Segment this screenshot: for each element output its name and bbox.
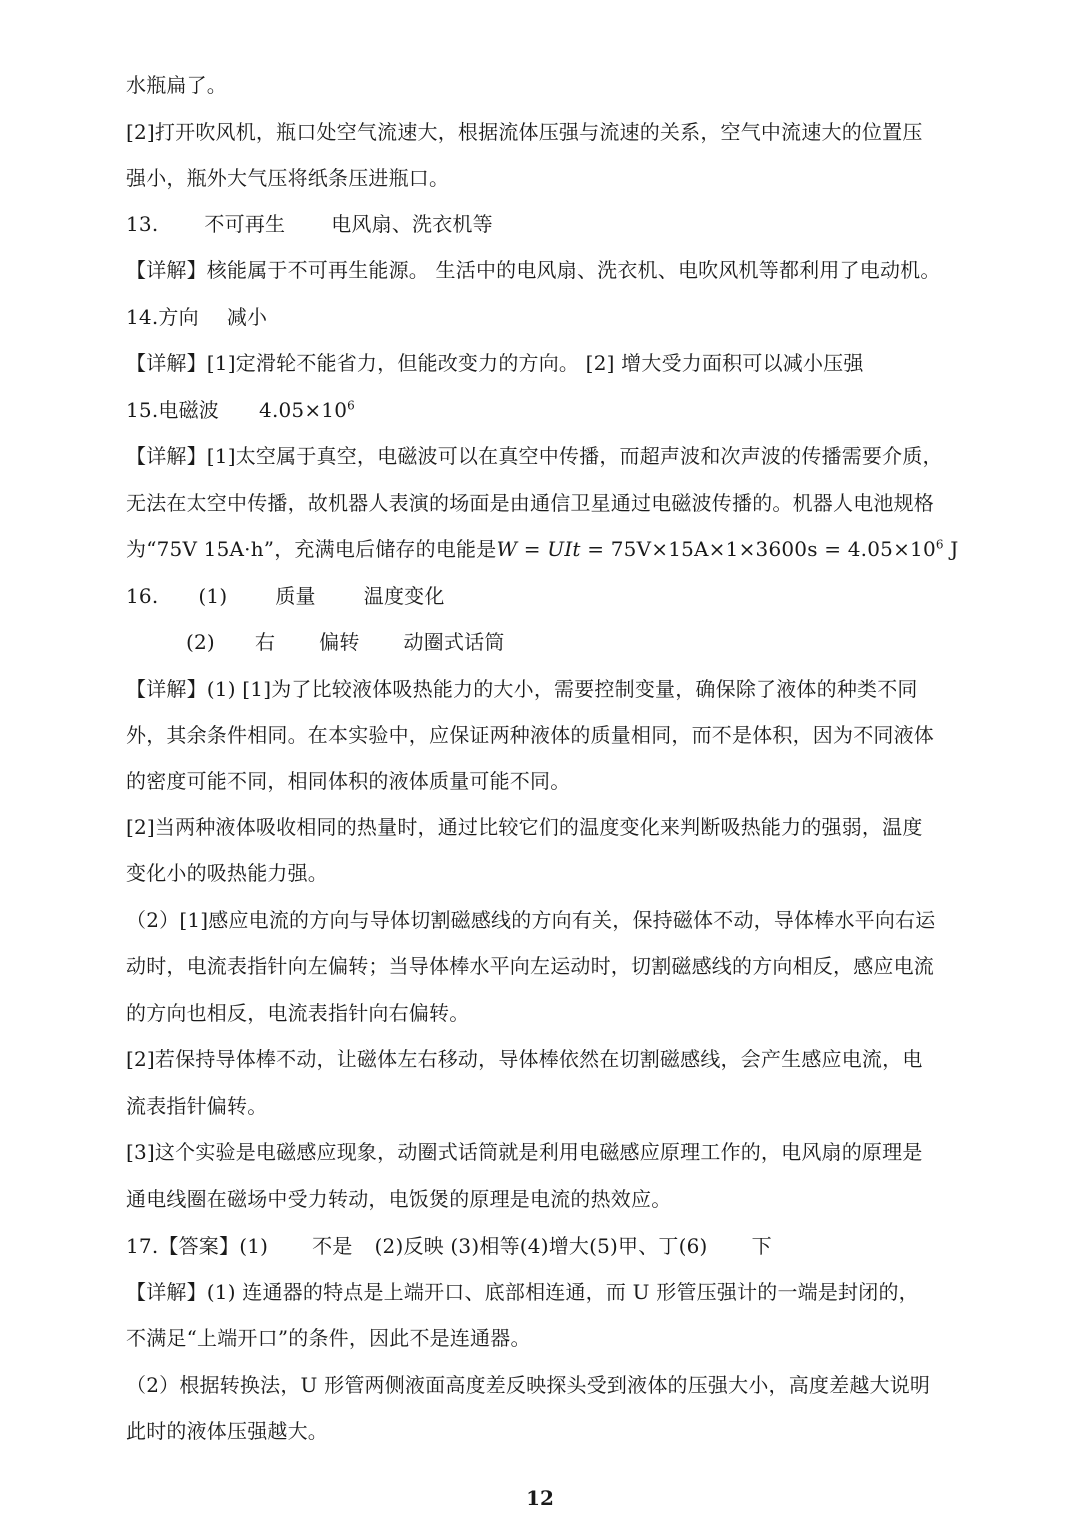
formula-value: = 75V×15A×1×3600s = 4.05×10 <box>580 537 936 561</box>
text-line: 此时的液体压强越大。 <box>126 1419 328 1443</box>
answer-text: 14.方向 <box>126 305 199 329</box>
answer-value: 4.05×10 <box>259 398 348 422</box>
answer-text: 电风扇、洗衣机等 <box>331 212 493 236</box>
answer-text: 不是 <box>312 1234 353 1258</box>
answer-line-16-2 <box>186 627 505 657</box>
text-line: 不满足“上端开口”的条件，因此不是连通器。 <box>126 1326 531 1350</box>
answer-text: 右 <box>254 630 276 654</box>
text-line: （2）[1]感应电流的方向与导体切割磁感线的方向有关，保持磁体不动，导体棒水平向右运 <box>126 908 936 932</box>
sub-number: (2) <box>186 630 215 654</box>
exponent: 6 <box>935 537 944 552</box>
sub-number: (1) <box>198 584 228 608</box>
text-line: 通电线圈在磁场中受力转动，电饭煲的原理是电流的热效应。 <box>126 1187 672 1211</box>
answer-text: 15.电磁波 <box>126 398 220 422</box>
answer-line-17 <box>126 1231 772 1261</box>
text-line: 【详解】[1]太空属于真空，电磁波可以在真空中传播，而超声波和次声波的传播需要介质， <box>126 444 943 468</box>
answer-text: 下 <box>751 1234 772 1258</box>
answer-line-13 <box>126 209 493 239</box>
text-line: 无法在太空中传播，故机器人表演的场面是由通信卫星通过电磁波传播的。机器人电池规格 <box>126 491 934 515</box>
page-number: 12 <box>526 1486 554 1510</box>
text-line: [3]这个实验是电磁感应现象，动圈式话筒就是利用电磁感应原理工作的，电风扇的原理是 <box>126 1140 923 1164</box>
text-line: [2]当两种液体吸收相同的热量时，通过比较它们的温度变化来判断吸热能力的强弱，温度 <box>126 815 923 839</box>
answer-text: 17.【答案】(1) <box>126 1234 269 1258</box>
answer-text: 温度变化 <box>363 584 445 608</box>
text-line: [2]若保持导体棒不动，让磁体左右移动，导体棒依然在切割磁感线，会产生感应电流，电 <box>126 1047 923 1071</box>
text-line: 变化小的吸热能力强。 <box>126 861 328 885</box>
text-line: 的方向也相反，电流表指针向右偏转。 <box>126 1001 470 1025</box>
answer-text: 减小 <box>226 305 268 329</box>
text-line: [2]打开吹风机，瓶口处空气流速大，根据流体压强与流速的关系，空气中流速大的位置压 <box>126 120 923 144</box>
answer-text: 质量 <box>275 584 316 608</box>
text-line: 【详解】(1) 连通器的特点是上端开口、底部相连通，而 U 形管压强计的一端是封闭的， <box>126 1280 919 1304</box>
text-line: 【详解】核能属于不可再生能源。 生活中的电风扇、洗衣机、电吹风机等都利用了电动机。 <box>126 258 941 282</box>
answer-line-16-1 <box>126 581 445 611</box>
answer-text: 偏转 <box>319 630 360 654</box>
answer-text: 不可再生 <box>204 212 286 236</box>
text-line: 动时，电流表指针向左偏转；当导体棒水平向左运动时，切割磁感线的方向相反，感应电流 <box>126 954 934 978</box>
answer-text: (2)反映 (3)相等(4)增大(5)甲、丁(6) <box>374 1234 708 1258</box>
text-line: 外，其余条件相同。在本实验中，应保证两种液体的质量相同，而不是体积，因为不同液体 <box>126 723 934 747</box>
answer-line-15 <box>126 395 355 425</box>
formula-line <box>126 534 959 564</box>
unit: J <box>943 537 959 561</box>
text-line: 的密度可能不同，相同体积的液体质量可能不同。 <box>126 769 571 793</box>
text-span: 为“75V 15A·h”，充满电后储存的电能是 <box>126 537 497 561</box>
text-line: （2）根据转换法，U 形管两侧液面高度差反映探头受到液体的压强大小，高度差越大说明 <box>126 1373 931 1397</box>
text-line: 强小，瓶外大气压将纸条压进瓶口。 <box>126 166 450 190</box>
exponent: 6 <box>347 398 355 413</box>
text-line: 流表指针偏转。 <box>126 1094 268 1118</box>
answer-text: 动圈式话筒 <box>403 630 505 654</box>
text-line: 【详解】(1) [1]为了比较液体吸热能力的大小，需要控制变量，确保除了液体的种类不同 <box>126 677 918 701</box>
text-line: 水瓶扁了。 <box>126 73 227 97</box>
question-number: 16. <box>126 584 159 608</box>
formula: W = UIt <box>496 537 581 561</box>
text-line: 【详解】[1]定滑轮不能省力，但能改变力的方向。 [2] 增大受力面积可以减小压强 <box>126 351 864 375</box>
question-number: 13. <box>126 212 159 236</box>
answer-line-14 <box>126 302 267 332</box>
